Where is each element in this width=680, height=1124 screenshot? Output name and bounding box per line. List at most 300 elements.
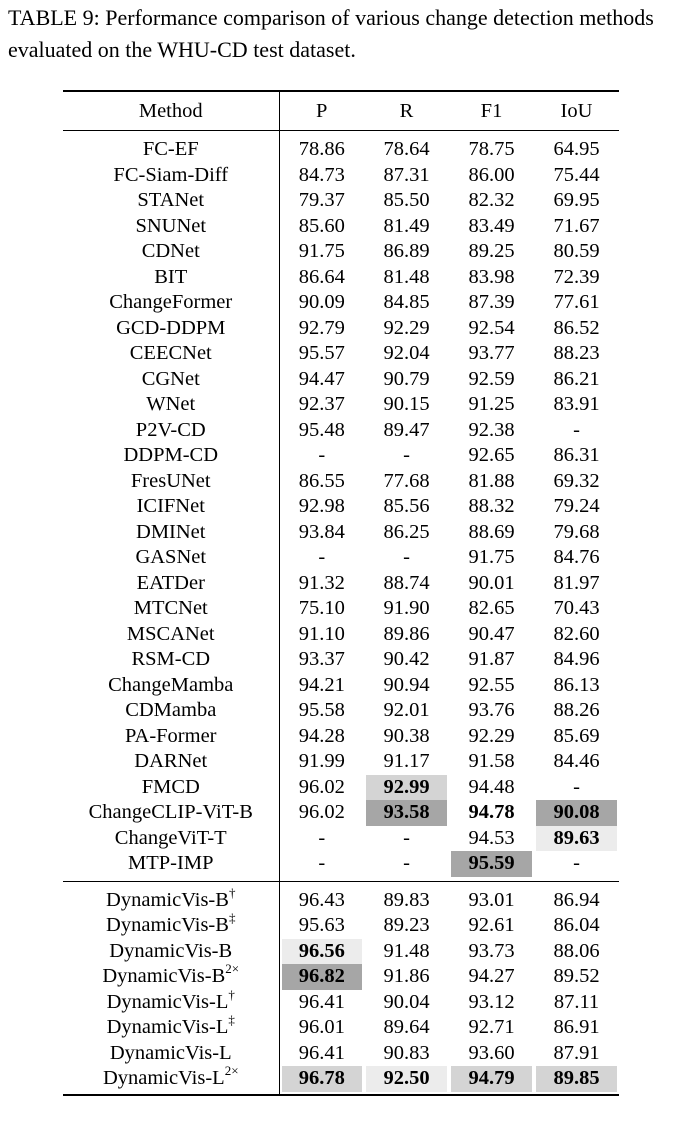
f1-cell <box>449 990 534 1016</box>
table-row <box>63 851 619 881</box>
precision-value: 95.63 <box>298 914 345 936</box>
recall-value: 91.90 <box>383 597 430 619</box>
precision-cell <box>279 939 364 965</box>
f1-value: 94.48 <box>468 775 515 798</box>
method-cell <box>63 826 279 852</box>
f1-cell <box>449 341 534 367</box>
table-row <box>63 881 619 913</box>
method-cell <box>63 265 279 291</box>
precision-value: 95.57 <box>298 342 345 364</box>
method-name: DARNet <box>134 750 208 772</box>
iou-cell <box>534 571 619 597</box>
precision-cell <box>279 469 364 495</box>
recall-cell <box>364 800 449 826</box>
iou-value: 89.63 <box>536 826 617 852</box>
f1-cell <box>449 265 534 291</box>
method-name: DynamicVis-B <box>102 965 226 987</box>
method-name: FC-Siam-Diff <box>113 163 229 186</box>
f1-value: 91.87 <box>468 648 515 670</box>
iou-value: 71.67 <box>553 214 600 237</box>
method-cell <box>63 724 279 750</box>
precision-cell <box>279 964 364 990</box>
precision-value: 75.10 <box>298 597 345 619</box>
recall-cell <box>364 881 449 913</box>
method-name: ChangeCLIP-ViT-B <box>88 801 253 823</box>
f1-value: 94.78 <box>468 801 515 823</box>
f1-cell <box>449 749 534 775</box>
recall-value: 86.89 <box>383 240 430 262</box>
f1-value: 78.75 <box>468 138 515 160</box>
f1-cell <box>449 443 534 469</box>
recall-value: 90.15 <box>383 393 430 415</box>
iou-value: 88.26 <box>553 699 600 721</box>
table-row <box>63 214 619 240</box>
method-name: FC-EF <box>142 138 199 160</box>
recall-value: 86.25 <box>383 520 430 543</box>
precision-cell <box>279 1015 364 1041</box>
recall-cell <box>364 698 449 724</box>
f1-cell <box>449 913 534 939</box>
method-name: DynamicVis-L <box>106 990 229 1013</box>
f1-cell <box>449 1066 534 1095</box>
precision-cell <box>279 826 364 852</box>
recall-cell <box>364 851 449 881</box>
f1-cell <box>449 239 534 265</box>
precision-cell <box>279 239 364 265</box>
precision-value: 96.43 <box>298 888 345 911</box>
f1-cell <box>449 163 534 189</box>
f1-value: 93.73 <box>468 939 515 962</box>
method-name: EATDer <box>136 571 205 594</box>
recall-cell <box>364 622 449 648</box>
method-name: ICIFNet <box>136 495 205 517</box>
method-name: FMCD <box>141 775 200 798</box>
precision-value: 86.55 <box>298 469 345 492</box>
method-cell <box>63 851 279 881</box>
precision-cell <box>279 290 364 316</box>
f1-cell <box>449 571 534 597</box>
method-name: CDMamba <box>125 699 217 721</box>
table-row <box>63 673 619 699</box>
f1-value: 92.65 <box>468 444 515 466</box>
method-superscript: 2× <box>225 961 240 976</box>
precision-value: 91.10 <box>298 622 345 645</box>
iou-value: 75.44 <box>553 163 600 186</box>
method-name: ChangeMamba <box>108 673 234 696</box>
precision-value: - <box>318 546 326 568</box>
method-cell <box>63 520 279 546</box>
table-row <box>63 392 619 418</box>
recall-value: 89.86 <box>383 622 430 645</box>
f1-value: 93.01 <box>468 888 515 911</box>
iou-cell <box>534 520 619 546</box>
table-row <box>63 265 619 291</box>
method-superscript: ‡ <box>228 910 236 925</box>
f1-cell <box>449 1041 534 1067</box>
iou-value: 79.24 <box>553 495 600 517</box>
iou-cell <box>534 316 619 342</box>
dynamicvis-methods-group <box>63 881 619 1095</box>
f1-value: 91.75 <box>468 546 515 568</box>
table-row <box>63 290 619 316</box>
recall-cell <box>364 469 449 495</box>
iou-value: - <box>573 775 580 798</box>
f1-value: 93.76 <box>468 699 515 721</box>
precision-value: 94.21 <box>298 673 345 696</box>
table-row <box>63 418 619 444</box>
table-row <box>63 367 619 393</box>
recall-value: 92.50 <box>366 1066 447 1092</box>
method-name: GCD-DDPM <box>116 316 226 339</box>
recall-cell <box>364 188 449 214</box>
f1-value: 94.79 <box>451 1066 532 1092</box>
method-cell <box>63 647 279 673</box>
method-name: DynamicVis-B <box>109 939 233 962</box>
f1-value: 91.25 <box>468 393 515 415</box>
iou-value: 79.68 <box>553 520 600 543</box>
method-cell <box>63 418 279 444</box>
precision-value: 92.98 <box>298 495 345 517</box>
f1-value: 93.12 <box>468 990 515 1013</box>
method-name: DynamicVis-B <box>106 914 229 936</box>
f1-value: 89.25 <box>468 240 515 262</box>
precision-cell <box>279 494 364 520</box>
iou-cell <box>534 939 619 965</box>
precision-value: 78.86 <box>298 138 345 160</box>
precision-cell <box>279 545 364 571</box>
recall-cell <box>364 341 449 367</box>
table-row <box>63 316 619 342</box>
iou-cell <box>534 469 619 495</box>
iou-value: 84.46 <box>553 750 600 772</box>
table-header <box>63 91 619 131</box>
precision-value: 91.99 <box>298 750 345 772</box>
precision-cell <box>279 392 364 418</box>
f1-value: 93.60 <box>468 1041 515 1064</box>
iou-cell <box>534 494 619 520</box>
f1-cell <box>449 520 534 546</box>
f1-value: 92.71 <box>468 1016 515 1038</box>
precision-cell <box>279 622 364 648</box>
recall-cell <box>364 443 449 469</box>
iou-cell <box>534 724 619 750</box>
table-row <box>63 341 619 367</box>
method-name: FresUNet <box>130 469 211 492</box>
table-row <box>63 622 619 648</box>
table-row <box>63 913 619 939</box>
results-table <box>63 90 619 1096</box>
precision-cell <box>279 188 364 214</box>
precision-value: 91.75 <box>298 240 345 262</box>
recall-value: - <box>403 444 410 466</box>
precision-value: 90.09 <box>298 291 345 313</box>
iou-cell <box>534 775 619 801</box>
recall-value: 90.42 <box>383 648 430 670</box>
iou-value: 82.60 <box>553 622 600 645</box>
table-row <box>63 545 619 571</box>
precision-value: 93.84 <box>298 520 345 543</box>
method-name: RSM-CD <box>131 648 211 670</box>
iou-value: 83.91 <box>553 393 600 415</box>
iou-cell <box>534 214 619 240</box>
recall-value: 81.49 <box>383 214 430 237</box>
recall-cell <box>364 596 449 622</box>
precision-value: 94.47 <box>298 367 345 390</box>
precision-cell <box>279 367 364 393</box>
method-name: DDPM-CD <box>123 444 219 466</box>
iou-cell <box>534 1066 619 1095</box>
table-row <box>63 469 619 495</box>
f1-value: 92.61 <box>468 914 515 936</box>
recall-value: 90.04 <box>383 990 430 1013</box>
f1-cell <box>449 647 534 673</box>
iou-value: 90.08 <box>536 800 617 826</box>
recall-cell <box>364 316 449 342</box>
iou-value: 70.43 <box>553 597 600 619</box>
iou-value: 86.04 <box>553 914 600 936</box>
iou-cell <box>534 596 619 622</box>
recall-cell <box>364 265 449 291</box>
method-name: CGNet <box>141 367 200 390</box>
f1-cell <box>449 881 534 913</box>
recall-cell <box>364 673 449 699</box>
table-row <box>63 1015 619 1041</box>
iou-cell <box>534 443 619 469</box>
iou-cell <box>534 698 619 724</box>
precision-cell <box>279 571 364 597</box>
recall-cell <box>364 749 449 775</box>
recall-cell <box>364 392 449 418</box>
iou-cell <box>534 622 619 648</box>
header-iou: IoU <box>560 100 593 122</box>
iou-value: 86.21 <box>553 367 600 390</box>
method-cell <box>63 443 279 469</box>
recall-cell <box>364 239 449 265</box>
f1-value: 94.53 <box>468 826 515 849</box>
f1-value: 92.55 <box>468 673 515 696</box>
precision-value: 96.82 <box>282 964 363 990</box>
iou-cell <box>534 826 619 852</box>
recall-value: - <box>403 826 410 849</box>
method-cell <box>63 1012 279 1041</box>
recall-value: 89.83 <box>383 888 430 911</box>
precision-value: 92.79 <box>298 316 345 339</box>
f1-value: 83.98 <box>468 265 515 288</box>
method-name: CEECNet <box>129 342 212 364</box>
recall-value: 85.56 <box>383 495 430 517</box>
method-cell <box>63 986 279 1016</box>
f1-value: 82.65 <box>468 597 515 619</box>
iou-value: 86.52 <box>553 316 600 339</box>
precision-cell <box>279 851 364 881</box>
iou-value: 77.61 <box>553 291 600 313</box>
recall-value: 90.79 <box>383 367 430 390</box>
iou-cell <box>534 131 619 163</box>
precision-value: 96.02 <box>298 801 345 823</box>
f1-value: 87.39 <box>468 291 515 313</box>
method-superscript: † <box>228 884 236 900</box>
method-cell <box>63 341 279 367</box>
iou-cell <box>534 881 619 913</box>
f1-value: 82.32 <box>468 189 515 211</box>
precision-value: 86.64 <box>298 265 345 288</box>
method-name: CDNet <box>141 240 200 262</box>
precision-cell <box>279 520 364 546</box>
precision-cell <box>279 418 364 444</box>
f1-value: 88.32 <box>468 495 515 517</box>
precision-value: 92.37 <box>298 393 345 415</box>
iou-value: 89.52 <box>553 965 600 987</box>
f1-cell <box>449 964 534 990</box>
recall-value: 92.29 <box>383 316 430 339</box>
f1-value: 90.47 <box>468 622 515 645</box>
recall-value: 91.48 <box>383 939 430 962</box>
iou-value: 69.32 <box>553 469 600 492</box>
f1-cell <box>449 494 534 520</box>
table-row <box>63 571 619 597</box>
f1-cell <box>449 698 534 724</box>
precision-cell <box>279 800 364 826</box>
method-cell <box>63 494 279 520</box>
f1-cell <box>449 673 534 699</box>
recall-value: 84.85 <box>383 291 430 313</box>
method-cell <box>63 673 279 699</box>
table-row <box>63 749 619 775</box>
recall-cell <box>364 939 449 965</box>
f1-value: 94.27 <box>468 965 515 987</box>
f1-cell <box>449 775 534 801</box>
precision-value: - <box>318 852 326 874</box>
recall-cell <box>364 913 449 939</box>
recall-value: 78.64 <box>383 138 430 160</box>
recall-value: 89.64 <box>383 1016 430 1038</box>
iou-value: 88.23 <box>553 342 600 364</box>
precision-value: 84.73 <box>298 163 345 186</box>
precision-value: 94.28 <box>298 724 345 747</box>
recall-value: 87.31 <box>383 163 430 186</box>
iou-value: 87.91 <box>553 1041 600 1064</box>
precision-cell <box>279 163 364 189</box>
table-row <box>63 964 619 990</box>
precision-cell <box>279 724 364 750</box>
method-name: ChangeFormer <box>109 291 233 313</box>
iou-cell <box>534 1041 619 1067</box>
method-cell <box>63 622 279 648</box>
iou-value: 86.94 <box>553 888 600 911</box>
method-name: SNUNet <box>135 214 207 237</box>
precision-value: 85.60 <box>298 214 345 237</box>
f1-value: 92.38 <box>468 418 515 441</box>
table-row <box>63 520 619 546</box>
method-cell <box>63 239 279 265</box>
method-name: WNet <box>146 393 196 415</box>
iou-cell <box>534 239 619 265</box>
method-cell <box>63 469 279 495</box>
iou-value: 81.97 <box>553 571 600 594</box>
table-row <box>63 1066 619 1095</box>
recall-value: 81.48 <box>383 265 430 288</box>
iou-cell <box>534 545 619 571</box>
method-name: DynamicVis-L <box>109 1041 232 1064</box>
f1-cell <box>449 367 534 393</box>
iou-value: 86.13 <box>553 673 600 696</box>
method-name: MTP-IMP <box>128 852 214 874</box>
recall-cell <box>364 1015 449 1041</box>
iou-cell <box>534 673 619 699</box>
f1-value: 91.58 <box>468 750 515 772</box>
precision-cell <box>279 913 364 939</box>
iou-value: 87.11 <box>553 990 600 1013</box>
f1-cell <box>449 188 534 214</box>
iou-value: 86.91 <box>553 1016 600 1038</box>
method-cell <box>63 131 279 163</box>
precision-cell <box>279 881 364 913</box>
f1-cell <box>449 214 534 240</box>
method-cell <box>63 961 279 990</box>
f1-cell <box>449 1015 534 1041</box>
precision-value: - <box>318 826 326 849</box>
iou-value: 64.95 <box>553 138 600 160</box>
table-row <box>63 596 619 622</box>
recall-cell <box>364 494 449 520</box>
f1-value: 90.01 <box>468 571 515 594</box>
method-cell <box>63 367 279 393</box>
recall-value: 89.23 <box>383 914 430 936</box>
precision-cell <box>279 1066 364 1095</box>
recall-value: 89.47 <box>383 418 430 441</box>
f1-value: 81.88 <box>468 469 515 492</box>
header-method: Method <box>63 91 279 131</box>
f1-cell <box>449 851 534 881</box>
recall-cell <box>364 964 449 990</box>
f1-value: 95.59 <box>451 851 532 877</box>
recall-value: 92.01 <box>383 699 430 721</box>
iou-value: 85.69 <box>553 724 600 747</box>
iou-cell <box>534 188 619 214</box>
method-cell <box>63 939 279 965</box>
baseline-methods-group <box>63 131 619 882</box>
recall-value: 90.83 <box>383 1041 430 1064</box>
method-name: P2V-CD <box>135 418 206 441</box>
precision-cell <box>279 749 364 775</box>
table-row <box>63 939 619 965</box>
f1-cell <box>449 939 534 965</box>
precision-cell <box>279 673 364 699</box>
f1-cell <box>449 469 534 495</box>
precision-cell <box>279 990 364 1016</box>
header-f1: F1 <box>480 100 503 122</box>
precision-value: 95.48 <box>298 418 345 441</box>
recall-value: 92.04 <box>383 342 430 364</box>
header-precision: P <box>316 100 328 122</box>
precision-cell <box>279 265 364 291</box>
method-cell <box>63 316 279 342</box>
recall-cell <box>364 775 449 801</box>
recall-cell <box>364 367 449 393</box>
method-name: DynamicVis-L <box>106 1016 229 1038</box>
f1-cell <box>449 545 534 571</box>
method-cell <box>63 775 279 801</box>
method-cell <box>63 800 279 826</box>
recall-cell <box>364 1066 449 1095</box>
method-cell <box>63 1041 279 1067</box>
precision-value: 96.02 <box>298 775 345 798</box>
method-superscript: ‡ <box>228 1012 235 1027</box>
precision-value: 96.56 <box>282 939 363 965</box>
f1-value: 83.49 <box>468 214 515 237</box>
iou-value: 80.59 <box>553 240 600 262</box>
iou-cell <box>534 418 619 444</box>
